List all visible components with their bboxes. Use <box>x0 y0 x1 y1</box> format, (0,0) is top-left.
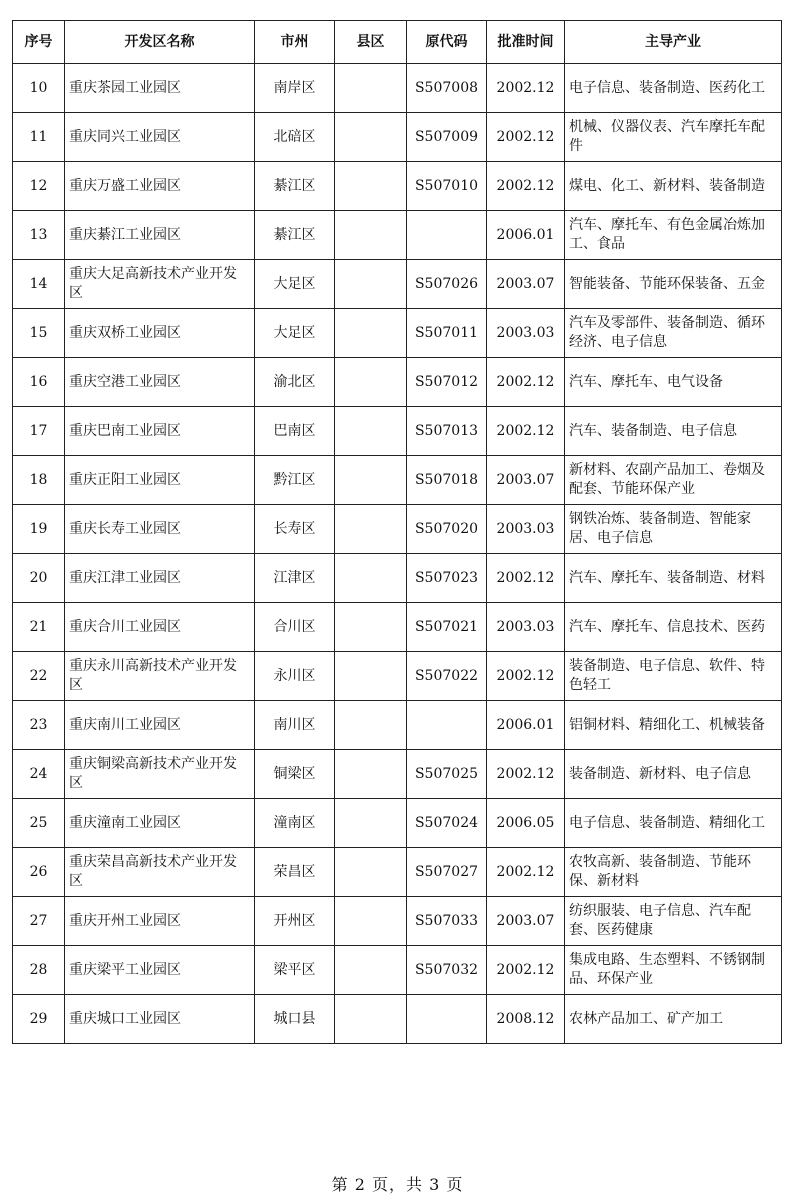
cell-industry: 汽车、摩托车、信息技术、医药 <box>565 603 782 652</box>
cell-date: 2006.05 <box>487 799 565 848</box>
cell-name: 重庆开州工业园区 <box>65 897 255 946</box>
cell-name: 重庆南川工业园区 <box>65 701 255 750</box>
cell-name: 重庆茶园工业园区 <box>65 64 255 113</box>
header-county: 县区 <box>335 21 407 64</box>
cell-county <box>335 358 407 407</box>
table-header-row <box>13 21 782 64</box>
cell-num: 18 <box>13 456 65 505</box>
header-industry: 主导产业 <box>565 21 782 64</box>
cell-code: S507027 <box>407 848 487 897</box>
table-row <box>13 211 782 260</box>
cell-industry: 汽车、摩托车、电气设备 <box>565 358 782 407</box>
table-row <box>13 995 782 1044</box>
cell-county <box>335 554 407 603</box>
cell-num: 13 <box>13 211 65 260</box>
cell-num: 28 <box>13 946 65 995</box>
cell-city: 梁平区 <box>255 946 335 995</box>
cell-date: 2006.01 <box>487 701 565 750</box>
cell-code: S507026 <box>407 260 487 309</box>
cell-date: 2002.12 <box>487 162 565 211</box>
header-city: 市州 <box>255 21 335 64</box>
cell-date: 2003.03 <box>487 309 565 358</box>
cell-industry: 铝铜材料、精细化工、机械装备 <box>565 701 782 750</box>
cell-date: 2003.07 <box>487 260 565 309</box>
cell-code: S507025 <box>407 750 487 799</box>
table-row <box>13 701 782 750</box>
cell-city: 潼南区 <box>255 799 335 848</box>
cell-date: 2006.01 <box>487 211 565 260</box>
cell-city: 永川区 <box>255 652 335 701</box>
header-code: 原代码 <box>407 21 487 64</box>
cell-city: 南岸区 <box>255 64 335 113</box>
cell-date: 2002.12 <box>487 946 565 995</box>
cell-num: 10 <box>13 64 65 113</box>
cell-county <box>335 211 407 260</box>
cell-county <box>335 848 407 897</box>
cell-county <box>335 309 407 358</box>
table-row <box>13 505 782 554</box>
cell-num: 25 <box>13 799 65 848</box>
cell-industry: 汽车、摩托车、有色金属冶炼加工、食品 <box>565 211 782 260</box>
cell-city: 长寿区 <box>255 505 335 554</box>
header-num: 序号 <box>13 21 65 64</box>
cell-code: S507009 <box>407 113 487 162</box>
cell-code: S507024 <box>407 799 487 848</box>
cell-industry: 钢铁冶炼、装备制造、智能家居、电子信息 <box>565 505 782 554</box>
cell-num: 22 <box>13 652 65 701</box>
cell-code: S507022 <box>407 652 487 701</box>
cell-county <box>335 897 407 946</box>
table-row <box>13 848 782 897</box>
cell-date: 2002.12 <box>487 358 565 407</box>
cell-industry: 装备制造、新材料、电子信息 <box>565 750 782 799</box>
cell-name: 重庆永川高新技术产业开发区 <box>65 652 255 701</box>
cell-name: 重庆城口工业园区 <box>65 995 255 1044</box>
cell-industry: 集成电路、生态塑料、不锈钢制品、环保产业 <box>565 946 782 995</box>
cell-date: 2008.12 <box>487 995 565 1044</box>
cell-num: 27 <box>13 897 65 946</box>
cell-county <box>335 260 407 309</box>
cell-industry: 电子信息、装备制造、医药化工 <box>565 64 782 113</box>
cell-name: 重庆江津工业园区 <box>65 554 255 603</box>
header-date: 批准时间 <box>487 21 565 64</box>
cell-date: 2002.12 <box>487 64 565 113</box>
cell-code <box>407 995 487 1044</box>
cell-city: 合川区 <box>255 603 335 652</box>
cell-code: S507033 <box>407 897 487 946</box>
cell-industry: 汽车、装备制造、电子信息 <box>565 407 782 456</box>
cell-county <box>335 701 407 750</box>
cell-date: 2003.03 <box>487 603 565 652</box>
cell-industry: 新材料、农副产品加工、卷烟及配套、节能环保产业 <box>565 456 782 505</box>
table-row <box>13 407 782 456</box>
cell-code: S507011 <box>407 309 487 358</box>
cell-city: 南川区 <box>255 701 335 750</box>
cell-county <box>335 799 407 848</box>
cell-num: 19 <box>13 505 65 554</box>
cell-industry: 汽车及零部件、装备制造、循环经济、电子信息 <box>565 309 782 358</box>
cell-county <box>335 407 407 456</box>
cell-date: 2002.12 <box>487 554 565 603</box>
cell-date: 2003.07 <box>487 456 565 505</box>
cell-city: 渝北区 <box>255 358 335 407</box>
cell-code <box>407 701 487 750</box>
cell-code: S507012 <box>407 358 487 407</box>
cell-name: 重庆正阳工业园区 <box>65 456 255 505</box>
cell-county <box>335 652 407 701</box>
cell-date: 2002.12 <box>487 750 565 799</box>
table-row <box>13 456 782 505</box>
cell-code <box>407 211 487 260</box>
cell-industry: 机械、仪器仪表、汽车摩托车配件 <box>565 113 782 162</box>
cell-name: 重庆大足高新技术产业开发区 <box>65 260 255 309</box>
cell-name: 重庆巴南工业园区 <box>65 407 255 456</box>
cell-city: 开州区 <box>255 897 335 946</box>
cell-date: 2002.12 <box>487 113 565 162</box>
cell-county <box>335 456 407 505</box>
cell-code: S507018 <box>407 456 487 505</box>
cell-num: 11 <box>13 113 65 162</box>
cell-num: 24 <box>13 750 65 799</box>
cell-industry: 电子信息、装备制造、精细化工 <box>565 799 782 848</box>
cell-city: 綦江区 <box>255 211 335 260</box>
cell-city: 大足区 <box>255 260 335 309</box>
cell-city: 大足区 <box>255 309 335 358</box>
cell-date: 2002.12 <box>487 848 565 897</box>
cell-industry: 农林产品加工、矿产加工 <box>565 995 782 1044</box>
cell-industry: 装备制造、电子信息、软件、特色轻工 <box>565 652 782 701</box>
cell-code: S507008 <box>407 64 487 113</box>
cell-num: 17 <box>13 407 65 456</box>
header-name: 开发区名称 <box>65 21 255 64</box>
cell-date: 2002.12 <box>487 652 565 701</box>
cell-num: 21 <box>13 603 65 652</box>
cell-name: 重庆铜梁高新技术产业开发区 <box>65 750 255 799</box>
cell-industry: 农牧高新、装备制造、节能环保、新材料 <box>565 848 782 897</box>
table-row <box>13 260 782 309</box>
cell-num: 14 <box>13 260 65 309</box>
table-row <box>13 113 782 162</box>
cell-num: 23 <box>13 701 65 750</box>
development-zone-table <box>12 20 782 1044</box>
cell-county <box>335 995 407 1044</box>
cell-num: 16 <box>13 358 65 407</box>
cell-city: 黔江区 <box>255 456 335 505</box>
cell-name: 重庆空港工业园区 <box>65 358 255 407</box>
cell-industry: 汽车、摩托车、装备制造、材料 <box>565 554 782 603</box>
cell-county <box>335 603 407 652</box>
table-row <box>13 603 782 652</box>
table-row <box>13 652 782 701</box>
cell-num: 20 <box>13 554 65 603</box>
cell-num: 12 <box>13 162 65 211</box>
cell-city: 荣昌区 <box>255 848 335 897</box>
page-number: 第 2 页，共 3 页 <box>331 1175 464 1194</box>
table-row <box>13 358 782 407</box>
cell-num: 15 <box>13 309 65 358</box>
cell-name: 重庆潼南工业园区 <box>65 799 255 848</box>
table-row <box>13 750 782 799</box>
cell-code: S507023 <box>407 554 487 603</box>
cell-code: S507013 <box>407 407 487 456</box>
cell-name: 重庆双桥工业园区 <box>65 309 255 358</box>
cell-date: 2003.03 <box>487 505 565 554</box>
cell-county <box>335 162 407 211</box>
cell-industry: 纺织服装、电子信息、汽车配套、医药健康 <box>565 897 782 946</box>
cell-name: 重庆荣昌高新技术产业开发区 <box>65 848 255 897</box>
table-row <box>13 162 782 211</box>
cell-code: S507032 <box>407 946 487 995</box>
table-row <box>13 309 782 358</box>
cell-city: 江津区 <box>255 554 335 603</box>
cell-city: 铜梁区 <box>255 750 335 799</box>
cell-city: 巴南区 <box>255 407 335 456</box>
cell-num: 26 <box>13 848 65 897</box>
cell-num: 29 <box>13 995 65 1044</box>
cell-name: 重庆合川工业园区 <box>65 603 255 652</box>
cell-code: S507021 <box>407 603 487 652</box>
cell-code: S507010 <box>407 162 487 211</box>
cell-city: 城口县 <box>255 995 335 1044</box>
cell-name: 重庆同兴工业园区 <box>65 113 255 162</box>
table-row <box>13 799 782 848</box>
table-row <box>13 897 782 946</box>
cell-name: 重庆万盛工业园区 <box>65 162 255 211</box>
table-row <box>13 64 782 113</box>
cell-date: 2003.07 <box>487 897 565 946</box>
cell-county <box>335 946 407 995</box>
cell-industry: 智能装备、节能环保装备、五金 <box>565 260 782 309</box>
cell-date: 2002.12 <box>487 407 565 456</box>
cell-name: 重庆綦江工业园区 <box>65 211 255 260</box>
cell-city: 綦江区 <box>255 162 335 211</box>
cell-county <box>335 505 407 554</box>
cell-name: 重庆长寿工业园区 <box>65 505 255 554</box>
cell-name: 重庆梁平工业园区 <box>65 946 255 995</box>
cell-county <box>335 750 407 799</box>
cell-county <box>335 113 407 162</box>
table-row <box>13 946 782 995</box>
cell-city: 北碚区 <box>255 113 335 162</box>
cell-county <box>335 64 407 113</box>
cell-code: S507020 <box>407 505 487 554</box>
cell-industry: 煤电、化工、新材料、装备制造 <box>565 162 782 211</box>
table-row <box>13 554 782 603</box>
